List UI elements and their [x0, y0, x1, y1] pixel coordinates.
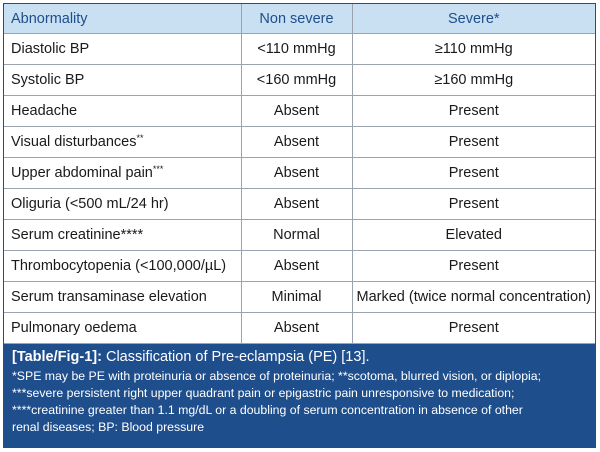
cell-abnormality	[4, 189, 241, 220]
cell-non-severe: Absent	[241, 158, 352, 189]
header-severe: Severe*	[352, 4, 595, 34]
table-row	[4, 65, 595, 96]
cell-abnormality	[4, 158, 241, 189]
abnormality-label: Upper abdominal pain	[11, 165, 153, 181]
cell-severe: Present	[352, 313, 595, 344]
caption-label: [Table/Fig-1]:	[12, 349, 102, 365]
cell-non-severe: <110 mmHg	[241, 34, 352, 65]
abnormality-label: Thrombocytopenia (<100,000/µL)	[11, 258, 227, 274]
cell-severe: Present	[352, 127, 595, 158]
cell-non-severe: Absent	[241, 127, 352, 158]
cell-abnormality	[4, 127, 241, 158]
cell-non-severe: Absent	[241, 189, 352, 220]
abnormality-label: Diastolic BP	[11, 41, 90, 57]
cell-non-severe: <160 mmHg	[241, 65, 352, 96]
table-row	[4, 127, 595, 158]
table-row	[4, 34, 595, 65]
header-abnormality: Abnormality	[4, 4, 241, 34]
cell-abnormality	[4, 282, 241, 313]
abnormality-label: Oliguria (<500 mL/24 hr)	[11, 196, 169, 212]
abnormality-label: Visual disturbances	[11, 134, 137, 150]
cell-abnormality	[4, 96, 241, 127]
abnormality-label: Systolic BP	[11, 72, 85, 88]
figure-frame	[3, 3, 596, 448]
cell-non-severe: Absent	[241, 313, 352, 344]
cell-non-severe: Absent	[241, 96, 352, 127]
cell-abnormality	[4, 251, 241, 282]
preeclampsia-table	[4, 4, 595, 344]
cell-severe: ≥160 mmHg	[352, 65, 595, 96]
abnormality-label: Headache	[11, 103, 78, 119]
cell-non-severe: Minimal	[241, 282, 352, 313]
cell-severe: ≥110 mmHg	[352, 34, 595, 65]
table-row	[4, 251, 595, 282]
table-row	[4, 220, 595, 251]
cell-non-severe: Absent	[241, 251, 352, 282]
cell-severe: Elevated	[352, 220, 595, 251]
caption-note-line: ****creatinine greater than 1.1 mg/dL or a doubling of serum concentration in absence of other	[12, 403, 523, 417]
table-row	[4, 313, 595, 344]
table-header-row	[4, 4, 595, 34]
caption-note-line: ***severe persistent right upper quadrant pain or epigastric pain unresponsive to medication;	[12, 386, 515, 400]
abnormality-label: Serum creatinine****	[11, 227, 144, 243]
figure-caption	[4, 344, 595, 447]
caption-note-line: *SPE may be PE with proteinuria or absence of proteinuria; **scotoma, blurred vision, or diplopia;	[12, 369, 542, 383]
cell-severe: Present	[352, 251, 595, 282]
cell-abnormality	[4, 65, 241, 96]
footnote-marker: ***	[152, 164, 164, 174]
abnormality-label: Pulmonary oedema	[11, 320, 137, 336]
cell-severe: Present	[352, 96, 595, 127]
cell-abnormality	[4, 313, 241, 344]
cell-non-severe: Normal	[241, 220, 352, 251]
cell-severe: Present	[352, 158, 595, 189]
header-non-severe: Non severe	[241, 4, 352, 34]
table-row	[4, 189, 595, 220]
cell-abnormality	[4, 34, 241, 65]
table-row	[4, 96, 595, 127]
footnote-marker: **	[136, 133, 144, 143]
cell-abnormality	[4, 220, 241, 251]
table-row	[4, 158, 595, 189]
cell-severe: Marked (twice normal concentration)	[352, 282, 595, 313]
table-row	[4, 282, 595, 313]
caption-title: Classification of Pre-eclampsia (PE) [13].	[105, 349, 370, 365]
abnormality-label: Serum transaminase elevation	[11, 289, 207, 305]
caption-title-line	[12, 349, 587, 365]
caption-note-line: renal diseases; BP: Blood pressure	[12, 420, 205, 434]
cell-severe: Present	[352, 189, 595, 220]
